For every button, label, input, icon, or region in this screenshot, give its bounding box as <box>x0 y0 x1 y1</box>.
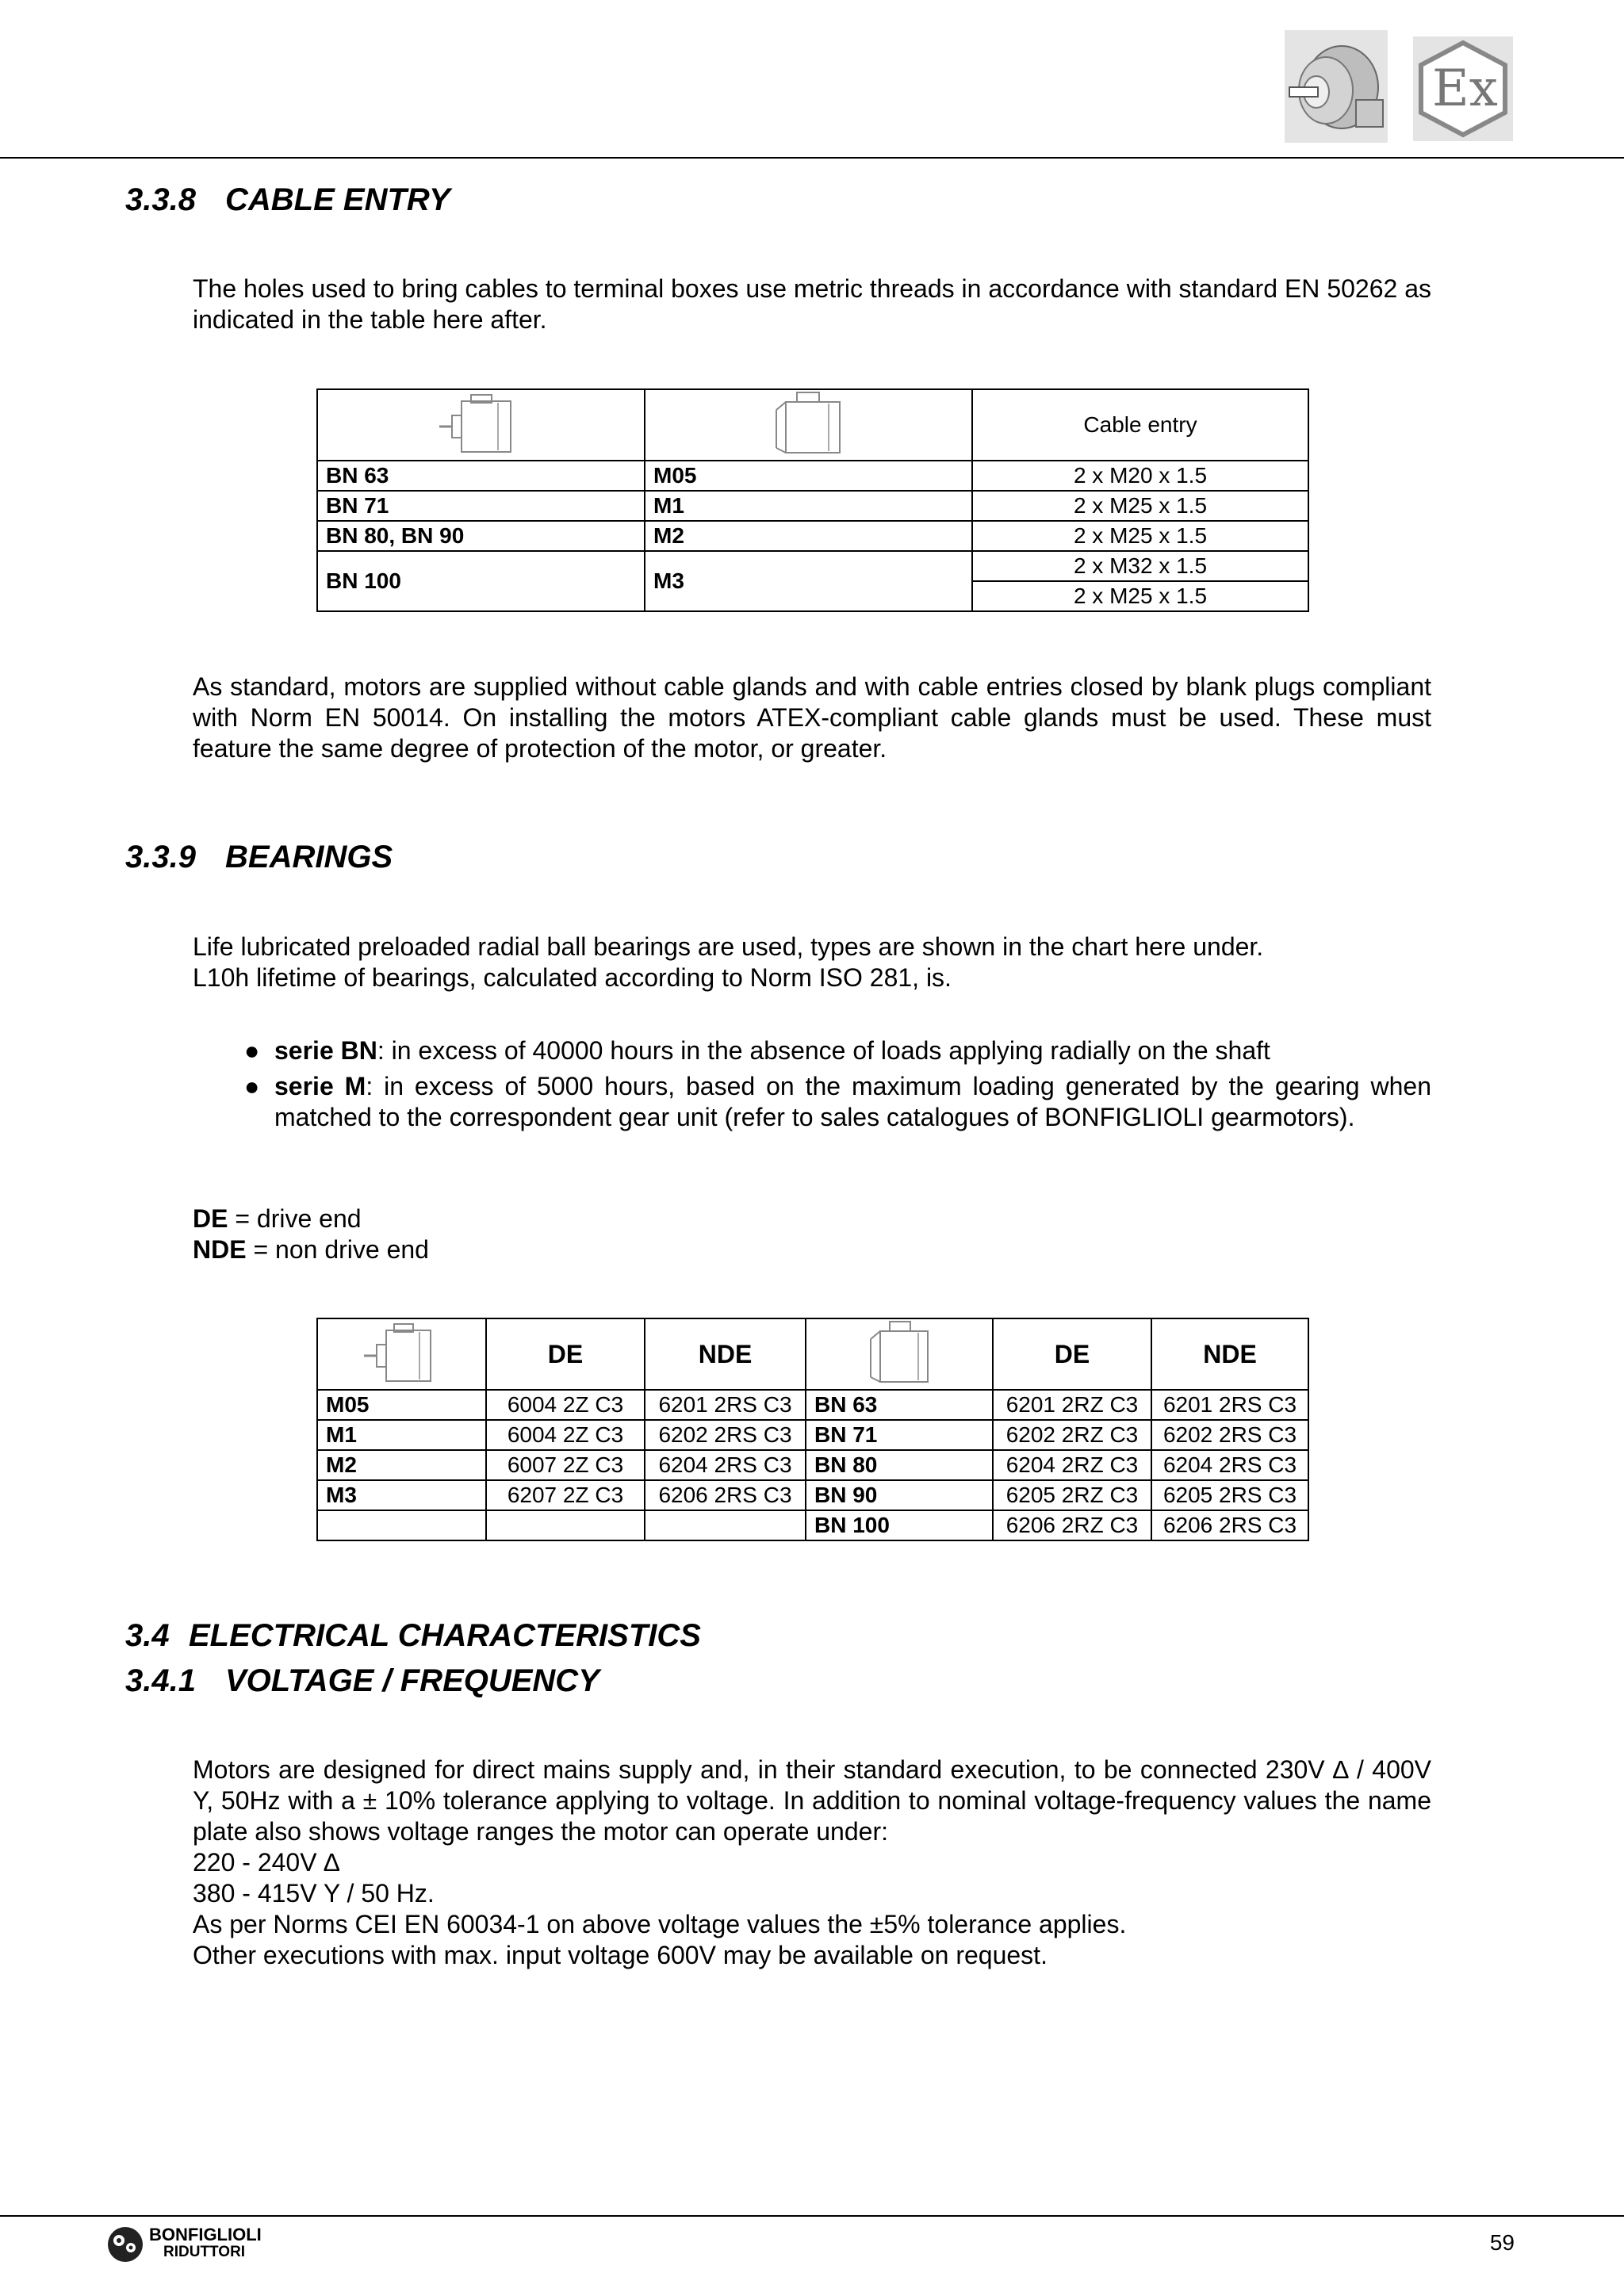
voltage-frequency-text <box>193 1755 1431 1971</box>
table-row <box>317 1450 1308 1480</box>
table-cell: M3 <box>645 551 972 611</box>
table-row <box>317 461 1308 491</box>
table-cell: 6007 2Z C3 <box>486 1450 645 1480</box>
table-header-cell <box>645 389 972 461</box>
table-cell: BN 100 <box>806 1510 993 1540</box>
table-cell: 6202 2RS C3 <box>645 1420 806 1450</box>
table-header-row <box>317 1318 1308 1390</box>
table-cell: 6201 2RS C3 <box>1151 1390 1308 1420</box>
table-row <box>317 1420 1308 1450</box>
paragraph: As standard, motors are supplied without cable glands and with cable entries closed by blank plugs compliant with Norm EN 50014. On installing the motors ATEX-compliant cable glands must be used. These must feature the same degree of protection of the motor, or greater. <box>193 672 1431 763</box>
table-cell: BN 100 <box>317 551 645 611</box>
footer-rule <box>0 2215 1624 2217</box>
table-header-cell <box>806 1318 993 1390</box>
section-3-4-heading <box>125 1617 701 1655</box>
paragraph-line: L10h lifetime of bearings, calculated according to Norm ISO 281, is. <box>193 963 952 992</box>
table-row <box>317 521 1308 551</box>
table-cell <box>317 1510 486 1540</box>
table-cell: 2 x M25 x 1.5 <box>972 521 1308 551</box>
table-header-cell: DE <box>486 1318 645 1390</box>
paragraph-line: 220 - 240V ∆ <box>193 1848 340 1877</box>
paragraph-line: Other executions with max. input voltage 600V may be available on request. <box>193 1941 1048 1969</box>
abbreviation-nde <box>193 1234 986 1265</box>
table-header-cell: NDE <box>645 1318 806 1390</box>
table-row <box>317 1480 1308 1510</box>
motor-bn-icon <box>362 1322 442 1386</box>
section-number: 3.4.1 <box>125 1663 196 1698</box>
table-cell: M2 <box>645 521 972 551</box>
header-rule <box>0 157 1624 159</box>
bullet-icon: ● <box>244 1072 260 1100</box>
paragraph-line: 380 - 415V Y / 50 Hz. <box>193 1879 435 1908</box>
table-row <box>317 1390 1308 1420</box>
section-number: 3.4 <box>125 1618 170 1653</box>
cable-entry-table <box>316 388 1309 612</box>
table-cell: 2 x M25 x 1.5 <box>972 491 1308 521</box>
table-cell: 6206 2RS C3 <box>1151 1510 1308 1540</box>
section-title: ELECTRICAL CHARACTERISTICS <box>189 1618 701 1653</box>
table-cell: 6204 2RZ C3 <box>993 1450 1151 1480</box>
page-number: 59 <box>1489 2230 1515 2255</box>
table-cell: BN 71 <box>806 1420 993 1450</box>
table-cell: 2 x M20 x 1.5 <box>972 461 1308 491</box>
paragraph-line: Life lubricated preloaded radial ball bearings are used, types are shown in the chart here under. <box>193 932 1264 961</box>
table-row <box>317 491 1308 521</box>
motor-bn-icon <box>438 393 525 457</box>
table-header-row <box>317 389 1308 461</box>
table-cell: 6004 2Z C3 <box>486 1390 645 1420</box>
motor-pictogram-icon <box>1285 30 1388 143</box>
section-title: BEARINGS <box>225 840 393 874</box>
section-title: CABLE ENTRY <box>225 182 450 217</box>
table-cell: BN 80 <box>806 1450 993 1480</box>
table-cell: 6201 2RZ C3 <box>993 1390 1151 1420</box>
table-header-cell: NDE <box>1151 1318 1308 1390</box>
cable-entry-header: Cable entry <box>972 389 1308 461</box>
table-cell: BN 90 <box>806 1480 993 1510</box>
table-cell: M3 <box>317 1480 486 1510</box>
abbreviation-de <box>193 1203 986 1234</box>
atex-ex-label: Ex <box>1432 59 1498 118</box>
table-cell: M2 <box>317 1450 486 1480</box>
paragraph: The holes used to bring cables to terminal boxes use metric threads in accordance with standard EN 50262 as indicated in the table here after. <box>193 274 1431 334</box>
table-header-cell: DE <box>993 1318 1151 1390</box>
table-header-cell <box>317 389 645 461</box>
table-cell: 6205 2RZ C3 <box>993 1480 1151 1510</box>
abbr-text: = drive end <box>228 1204 362 1233</box>
table-cell: M1 <box>317 1420 486 1450</box>
gear-logo-icon <box>105 2225 146 2264</box>
list-item-text: : in excess of 40000 hours in the absence of loads applying radially on the shaft <box>377 1036 1270 1065</box>
atex-ex-icon <box>1413 36 1513 141</box>
table-cell: 6202 2RS C3 <box>1151 1420 1308 1450</box>
bearing-lifetime-list <box>193 1035 1431 1138</box>
section-3-3-8-heading <box>125 181 450 219</box>
brand-line2: RIDUTTORI <box>163 2244 246 2260</box>
section-number: 3.3.9 <box>125 840 196 874</box>
table-header-cell <box>317 1318 486 1390</box>
table-cell: 2 x M32 x 1.5 <box>972 551 1308 581</box>
table-cell: BN 63 <box>317 461 645 491</box>
table-cell: 6207 2Z C3 <box>486 1480 645 1510</box>
table-cell: BN 71 <box>317 491 645 521</box>
table-row <box>317 1510 1308 1540</box>
table-cell: 6004 2Z C3 <box>486 1420 645 1450</box>
section-title: VOLTAGE / FREQUENCY <box>225 1663 599 1698</box>
table-cell: 6201 2RS C3 <box>645 1390 806 1420</box>
cable-entry-intro <box>193 274 1431 335</box>
table-cell: BN 80, BN 90 <box>317 521 645 551</box>
section-3-3-9-heading <box>125 838 393 876</box>
list-item-term: serie BN <box>274 1036 377 1065</box>
motor-m-icon <box>860 1320 939 1388</box>
paragraph-line: As per Norms CEI EN 60034-1 on above voltage values the ±5% tolerance applies. <box>193 1910 1127 1938</box>
table-cell <box>486 1510 645 1540</box>
cable-glands-paragraph <box>193 672 1431 764</box>
abbr-term: NDE <box>193 1235 247 1264</box>
list-item <box>193 1035 1431 1066</box>
table-cell <box>645 1510 806 1540</box>
table-cell: 2 x M25 x 1.5 <box>972 581 1308 611</box>
bearings-intro <box>193 932 1431 993</box>
section-3-4-1-heading <box>125 1662 599 1700</box>
bullet-icon: ● <box>244 1036 260 1065</box>
bearings-table <box>316 1318 1309 1541</box>
table-cell: 6206 2RZ C3 <box>993 1510 1151 1540</box>
table-cell: M1 <box>645 491 972 521</box>
brand-line1: BONFIGLIOLI <box>149 2225 262 2244</box>
bonfiglioli-logo <box>105 2225 295 2264</box>
abbreviations <box>193 1203 986 1265</box>
table-cell: BN 63 <box>806 1390 993 1420</box>
list-item-term: serie M <box>274 1072 366 1100</box>
table-cell: 6204 2RS C3 <box>645 1450 806 1480</box>
table-row <box>317 551 1308 581</box>
list-item-text: : in excess of 5000 hours, based on the maximum loading generated by the gearing when matched to the correspondent gear unit (refer to sales catalogues of BONFIGLIOLI gearmotors). <box>274 1072 1432 1131</box>
abbr-term: DE <box>193 1204 228 1233</box>
table-cell: 6204 2RS C3 <box>1151 1450 1308 1480</box>
table-cell: M05 <box>317 1390 486 1420</box>
table-cell: 6205 2RS C3 <box>1151 1480 1308 1510</box>
table-cell: M05 <box>645 461 972 491</box>
abbr-text: = non drive end <box>246 1235 429 1264</box>
list-item <box>193 1071 1431 1133</box>
table-cell: 6206 2RS C3 <box>645 1480 806 1510</box>
motor-m-icon <box>765 391 852 459</box>
paragraph: Motors are designed for direct mains supply and, in their standard execution, to be connected 230V ∆ / 400V Y, 50Hz with a ± 10% tolerance applying to voltage. In addition to nominal voltage-frequency values the name plate also shows voltage ranges the motor can operate under: <box>193 1755 1431 1846</box>
section-number: 3.3.8 <box>125 182 196 217</box>
table-cell: 6202 2RZ C3 <box>993 1420 1151 1450</box>
